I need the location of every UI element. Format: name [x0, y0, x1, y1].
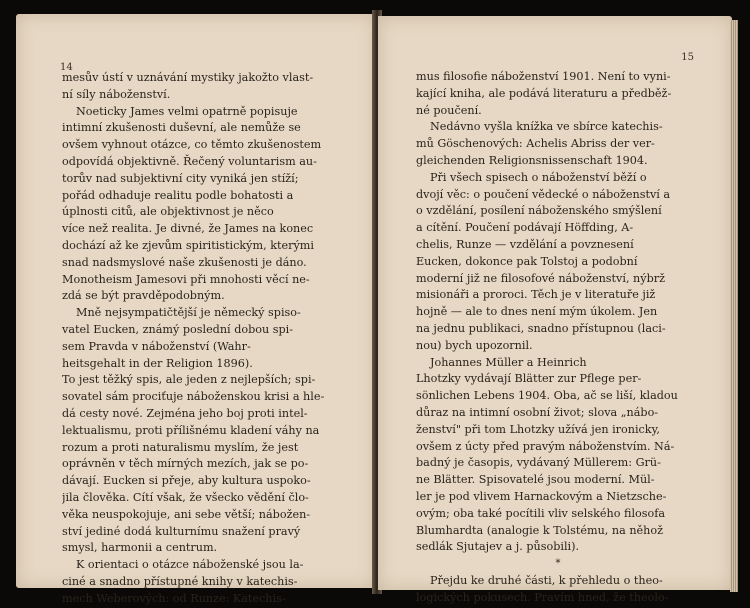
- text-line: zdá se být pravděpodobným.: [62, 289, 225, 303]
- text-line: sedlák Sjutajev a j. působili).: [416, 540, 580, 554]
- text-line: mech Weberových: od Runze: Katechis-: [62, 591, 286, 605]
- page-edges: [730, 20, 738, 592]
- text-line: To jest těžký spis, ale jeden z nejlepších; spi-: [62, 373, 316, 387]
- text-line: mesův ústí v uznávání mystiky jakožto vlast-: [62, 71, 314, 84]
- text-line: sovatel sám prociťuje náboženskou krisi a hle-: [62, 390, 325, 404]
- text-line: ciné a snadno přístupné knihy v katechis-: [62, 574, 298, 588]
- text-line: na jednu publikaci, snadno přístupnou (laci-: [416, 321, 666, 335]
- text-line: mů Göschenových: Achelis Abriss der ver-: [416, 137, 655, 151]
- text-line: ler je pod vlivem Harnackovým a Nietzsche-: [416, 489, 667, 503]
- text-line: mus filosofie náboženství 1901. Není to vyni-: [416, 70, 671, 83]
- text-line: né poučení.: [416, 103, 482, 117]
- text-line: ženství" při tom Lhotzky užívá jen ironicky,: [416, 422, 660, 436]
- text-line: badný je časopis, vydávaný Müllerem: Grü-: [416, 456, 661, 470]
- text-line: Eucken, dokonce pak Tolstoj a podobní: [416, 254, 638, 268]
- text-line: vatel Eucken, známý poslední dobou spi-: [62, 322, 294, 336]
- text-line: Přejdu ke druhé části, k přehledu o theo-: [430, 573, 663, 587]
- page-text: [62, 70, 348, 608]
- text-line: a cítění. Poučení podávají Höffding, A-: [416, 221, 634, 235]
- text-line: chelis, Runze — vzdělání a povznesení: [416, 237, 634, 251]
- text-line: sönlichen Lebens 1904. Oba, ač se liší, kladou: [416, 389, 678, 403]
- text-line: K orientaci o otázce náboženské jsou la-: [76, 558, 304, 572]
- text-line: ovšem z úcty před pravým náboženstvím. Ná-: [416, 439, 675, 453]
- text-line: Lhotzky vydávají Blätter zur Pflege per-: [416, 372, 642, 386]
- text-line: moderní již ne filosofové náboženství, nýbrž: [416, 271, 665, 285]
- text-line: ovšem vyhnout otázce, co těmto zkušenostem: [62, 138, 322, 152]
- text-line: dochází až ke zjevům spiritistickým, kterými: [62, 238, 314, 252]
- text-line: o vzdělání, posílení náboženského smýšlení: [416, 204, 662, 218]
- text-line: kající kniha, ale podává literaturu a předběž-: [416, 86, 672, 100]
- text-line: Nedávno vyšla knížka ve sbírce katechis-: [430, 120, 663, 134]
- text-line: nou) bych upozornil.: [416, 338, 533, 352]
- text-line: gleichenden Religionsnissenschaft 1904.: [416, 153, 648, 167]
- text-line: úplnosti citů, ale objektivnost je něco: [62, 205, 274, 219]
- text-line: rozum a proti naturalismu myslím, že jest: [62, 440, 299, 454]
- left-page: [16, 14, 376, 605]
- text-line: heitsgehalt in der Religion 1896).: [62, 356, 253, 370]
- text-line: jila člověka. Cítí však, že všecko vědění člo-: [62, 490, 309, 504]
- text-line: Noeticky James velmi opatrně popisuje: [76, 104, 298, 118]
- text-line: intimní zkušenosti duševní, ale nemůže se: [62, 121, 301, 135]
- page-number: 14: [60, 62, 73, 73]
- page-text: [416, 69, 700, 607]
- text-line: torův nad subjektivní city vyniká jen stíží;: [62, 171, 299, 185]
- text-line: Blumhardta (analogie k Tolstému, na něhož: [416, 523, 663, 537]
- text-line: smysl, harmonii a centrum.: [62, 541, 218, 555]
- text-line: hojně — ale to dnes není mým úkolem. Jen: [416, 305, 658, 319]
- text-line: ství jediné dodá kulturnímu snažení pravý: [62, 524, 301, 538]
- text-line: sem Pravda v náboženství (Wahr-: [62, 339, 251, 353]
- text-line: Mně nejsympatičtější je německý spiso-: [76, 306, 301, 320]
- text-line: Při všech spisech o náboženství běží o: [430, 170, 647, 184]
- text-line: oprávněn v těch mírných mezích, jak se po-: [62, 457, 309, 471]
- text-line: důraz na intimní osobní život; slova „nábo-: [416, 405, 659, 419]
- text-line: ovým; oba také pocítili vliv selského filosofa: [416, 506, 666, 520]
- page-number: 15: [681, 52, 694, 63]
- text-line: lektualismu, proti přílišnému kladení váhy na: [62, 423, 320, 437]
- text-line: snad nadsmyslové naše zkušenosti je dáno.: [62, 255, 307, 269]
- right-page: [378, 16, 732, 604]
- text-line: dávají. Eucken si přeje, aby kultura uspoko-: [62, 474, 311, 488]
- text-line: *: [555, 558, 561, 570]
- text-line: věka neuspokojuje, ani sebe větší; nábožen-: [62, 507, 311, 521]
- text-line: pořád odhaduje realitu podle bohatosti a: [62, 188, 294, 202]
- text-line: logických pokusech. Pravím hned, že theolo-: [416, 590, 669, 604]
- text-line: misionáři a proroci. Těch je v literatuře již: [416, 288, 656, 302]
- text-line: ne Blätter. Spisovatelé jsou moderní. Mül-: [416, 473, 655, 487]
- text-line: více než realita. Je divné, že James na konec: [62, 222, 314, 236]
- text-line: dá cesty nové. Zejména jeho boj proti intel-: [62, 406, 308, 420]
- text-line: dvojí věc: o poučení vědecké o náboženství a: [416, 187, 671, 201]
- text-line: Johannes Müller a Heinrich: [430, 355, 587, 369]
- text-line: odpovídá objektivně. Řečený voluntarism au-: [62, 154, 317, 168]
- text-line: ní síly náboženství.: [62, 87, 171, 101]
- text-line: Monotheism Jamesovi při mnohosti věcí ne-: [62, 272, 310, 286]
